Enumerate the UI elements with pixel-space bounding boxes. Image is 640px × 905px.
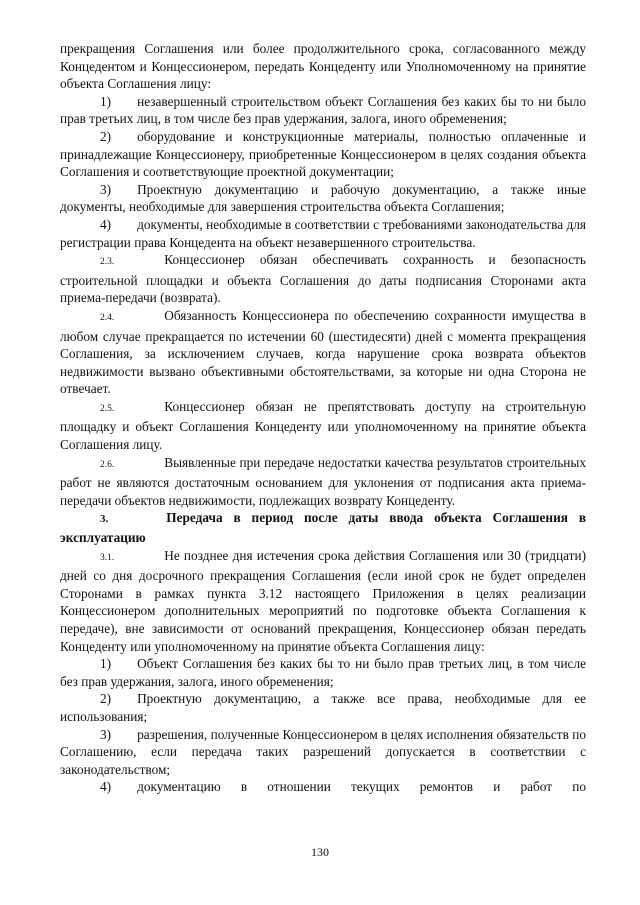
list-number: 4) (100, 216, 112, 232)
clause-text: Концессионер обязан обеспечивать сохранность и безопасность строительной площадки и объекта Соглашения до даты подписания Сторонами акта приема-передачи (возврата). (60, 252, 586, 306)
section-number: 3. (100, 513, 109, 526)
clause-number: 2.3. (100, 257, 115, 268)
list-number: 3) (100, 181, 112, 197)
list-number: 1) (100, 656, 112, 672)
list2-item (60, 690, 586, 725)
list-number: 4) (100, 779, 112, 795)
list-text: незавершенный строительством объект Соглашения без каких бы то ни было прав третьих лиц, в том числе без прав удержания, залога, иного обременения; (60, 93, 586, 127)
list-number: 2) (100, 691, 112, 707)
list-text: оборудование и конструкционные материалы, полностью оплаченные и принадлежащие Концессионеру, приобретенные Концессионером в целях создания объекта Соглашения и соответствующие проектной документации; (60, 128, 586, 180)
list-number: 3) (100, 726, 112, 742)
clause-number: 3.1. (100, 552, 115, 563)
list1-item (60, 93, 586, 128)
list2-item (60, 655, 586, 690)
list1-item (60, 181, 586, 216)
list-text: Проектную документацию и рабочую документацию, а также иные документы, необходимые для завершения строительства объекта Соглашения; (60, 181, 586, 215)
list1-item (60, 216, 586, 251)
document-page (60, 40, 586, 796)
list1-item (60, 128, 586, 181)
clause-number: 2.5. (100, 403, 115, 414)
clause-text: Не позднее дня истечения срока действия Соглашения или 30 (тридцати) дней со дня досрочного прекращения Соглашения (если иной срок не будет определен Сторонами в рамках пункта 3.12 настоящего Приложения в целях реализации Концессионером дополнительных мероприятий по подготовке объекта Соглашения к передаче), вне зависимости от оснований прекращения, Концессионер обязан передать Концеденту или уполномоченному на принятие объекта Соглашения лицу: (60, 547, 586, 654)
clause-text: Концессионер обязан не препятствовать доступу на строительную площадку и объект Соглашения Концеденту или уполномоченному на принятие объекта Соглашения лицу. (60, 398, 586, 453)
clause-paragraph (60, 398, 586, 454)
list-text: документацию в отношении текущих ремонтов и работ по (137, 779, 586, 795)
list2-item (60, 726, 586, 779)
clause-paragraph (60, 251, 586, 307)
clause-text: Обязанность Концессионера по обеспечению сохранности имущества в любом случае прекращается по истечении 60 (шестидесяти) дней с момента прекращения Соглашения, за исключением случаев, когда нарушение срока возврата объектов недвижимости вызвано объективными обстоятельствами, за которые ни одна Сторона не отвечает. (60, 307, 586, 397)
list-text: Проектную документацию, а также все права, необходимые для ее использования; (60, 691, 586, 724)
section-title: Передача в период после даты ввода объекта Соглашения в эксплуатацию (60, 510, 586, 546)
clause-paragraph (60, 307, 586, 398)
clause-paragraph (60, 454, 586, 510)
clause-number: 2.4. (100, 312, 115, 323)
list-number: 2) (100, 128, 112, 144)
list-number: 1) (100, 93, 112, 109)
page-number: 130 (311, 845, 329, 859)
clause-text: Выявленные при передаче недостатки качества результатов строительных работ не являются достаточным основанием для уклонения от подписания акта приема-передачи объектов недвижимости, подлежащих возврату Концеденту. (60, 454, 586, 508)
list-text: документы, необходимые в соответствии с требованиями законодательства для регистрации права Концедента на объект незавершенного строительства. (60, 216, 586, 250)
section-heading (60, 509, 586, 546)
list-text: разрешения, полученные Концессионером в целях исполнения обязательств по Соглашению, если передача таких разрешений допускается в соответствии с законодательством; (60, 726, 586, 777)
list-text: Объект Соглашения без каких бы то ни было прав третьих лиц, в том числе без прав удержания, залога, иного обременения; (60, 656, 586, 689)
clause-number: 2.6. (100, 459, 115, 470)
intro-paragraph: прекращения Соглашения или более продолжительного срока, согласованного между Концедентом и Концессионером, передать Концеденту или Уполномоченному на принятие объекта Соглашения лицу: (60, 41, 586, 92)
clause-paragraph (60, 547, 586, 656)
list2-item (60, 778, 586, 796)
